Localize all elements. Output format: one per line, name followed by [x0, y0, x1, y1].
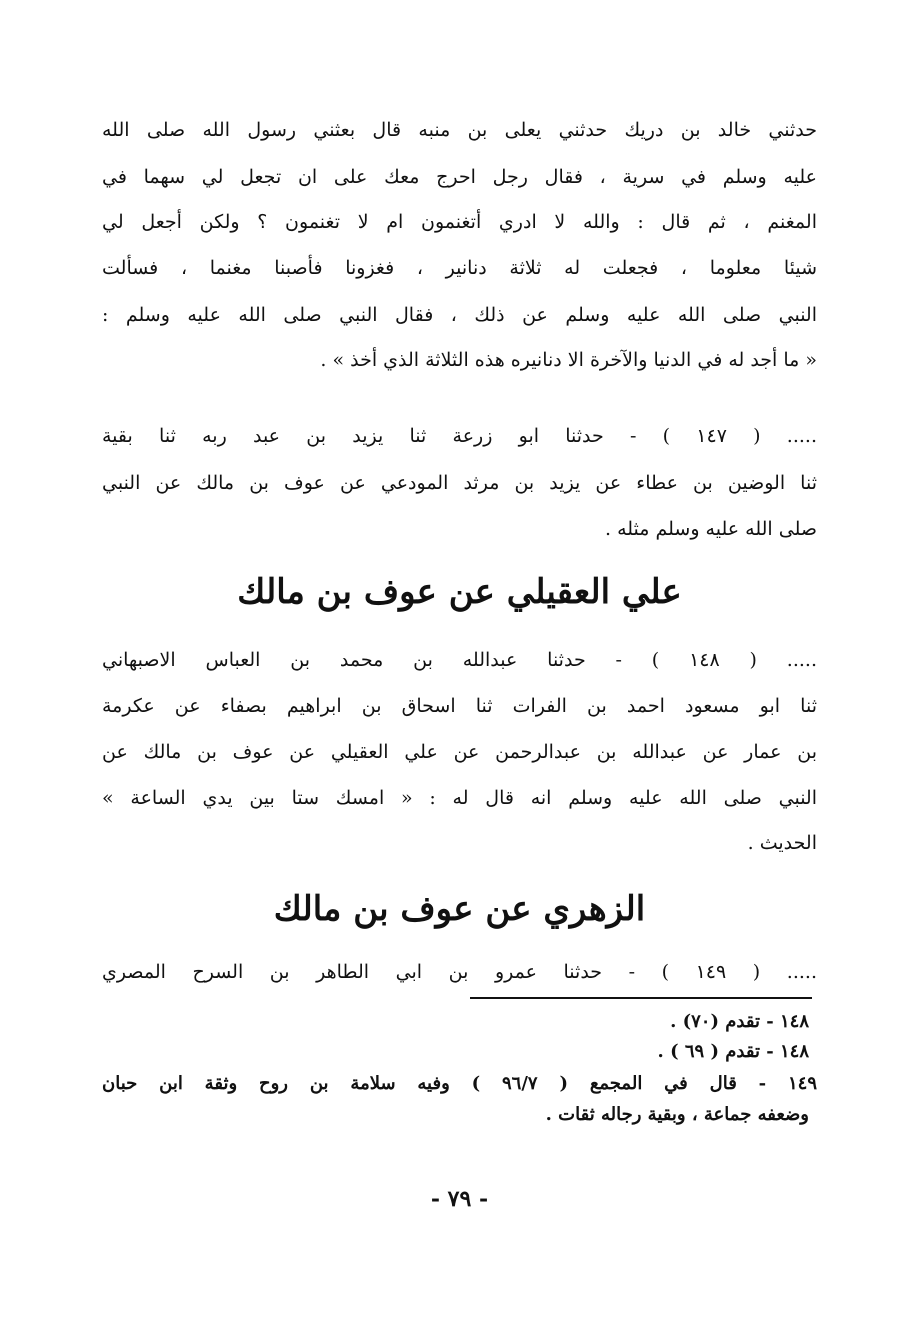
paragraph1-line-6: « ما أجد له في الدنيا والآخرة الا دنانيره هذه الثلاثة الذي أخذ » .	[320, 349, 817, 371]
paragraph2-line-3: صلى الله عليه وسلم مثله .	[604, 518, 817, 540]
page-number: - ٧٩ -	[430, 1186, 489, 1212]
paragraph1-line-1: حدثني خالد بن دريك حدثني يعلى بن منبه قال بعثني رسول الله صلى الله	[102, 119, 817, 141]
paragraph1-line-2: عليه وسلم في سرية ، فقال رجل احرج معك على ان تجعل لي سهما في	[102, 166, 817, 188]
footnote-2: ١٤٨ - تقدم ( ٦٩ ) .	[657, 1041, 809, 1062]
section-heading-zuhri: الزهري عن عوف بن مالك	[273, 889, 646, 929]
paragraph1-line-4: شيئا معلوما ، فجعلت له ثلاثة دنانير ، فغزونا فأصبنا مغنما ، فسألت	[102, 257, 817, 279]
paragraph4-line-1: ..... ( ١٤٩ ) - حدثنا عمرو بن ابي الطاهر بن السرح المصري	[102, 961, 817, 983]
paragraph1-line-5: النبي صلى الله عليه وسلم عن ذلك ، فقال النبي صلى الله عليه وسلم :	[102, 304, 817, 326]
paragraph2-line-2: ثنا الوضين بن عطاء عن يزيد بن مرثد المودعي عن عوف بن مالك عن النبي	[102, 472, 817, 494]
paragraph3-line-1: ..... ( ١٤٨ ) - حدثنا عبدالله بن محمد بن العباس الاصبهاني	[102, 649, 817, 671]
paragraph3-line-5: الحديث .	[747, 832, 817, 854]
paragraph3-line-2: ثنا ابو مسعود احمد بن الفرات ثنا اسحاق بن ابراهيم بصفاء عن عكرمة	[102, 695, 817, 717]
paragraph3-line-4: النبي صلى الله عليه وسلم انه قال له : « امسك ستا بين يدي الساعة »	[102, 787, 817, 809]
footnote-3: ١٤٩ - قال في المجمع ( ٩٦/٧ ) وفيه سلامة بن روح وثقة ابن حبان	[102, 1073, 818, 1094]
section-heading-aqili: علي العقيلي عن عوف بن مالك	[237, 572, 682, 612]
footnote-1: ١٤٨ - تقدم (٧٠) .	[670, 1011, 809, 1032]
paragraph3-line-3: بن عمار عن عبدالله بن عبدالرحمن عن علي العقيلي عن عوف بن مالك عن	[102, 741, 817, 763]
footnote-separator	[470, 997, 812, 999]
paragraph1-line-3: المغنم ، ثم قال : والله لا ادري أتغنمون ام لا تغنمون ؟ ولكن أجعل لي	[102, 211, 817, 233]
footnote-3-continuation: وضعفه جماعة ، وبقية رجاله ثقات .	[545, 1104, 809, 1125]
paragraph2-line-1: ..... ( ١٤٧ ) - حدثنا ابو زرعة ثنا يزيد بن عبد ربه ثنا بقية	[102, 425, 817, 447]
